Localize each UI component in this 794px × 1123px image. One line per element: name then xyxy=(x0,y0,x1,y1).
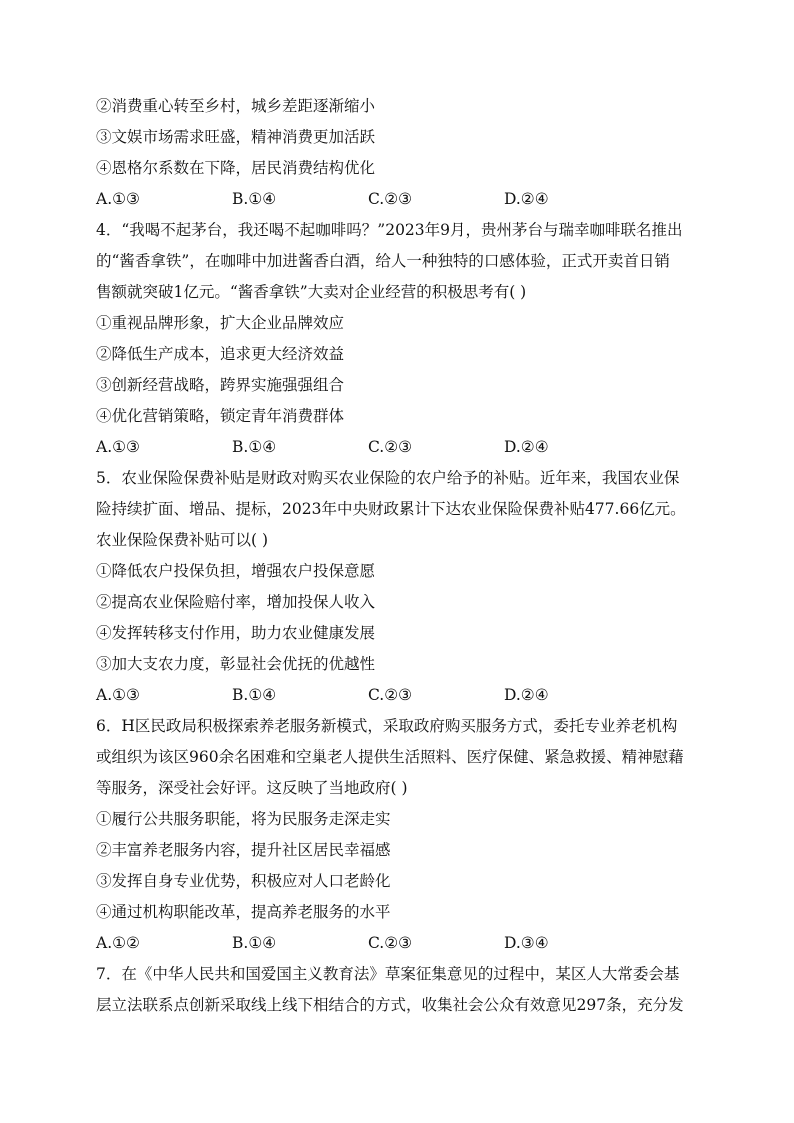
question-stem-line: 等服务，深受社会好评。这反映了当地政府( ) xyxy=(96,779,408,797)
option-a: A.①② xyxy=(96,934,140,952)
question-3-continued xyxy=(96,91,706,215)
choice-item: ②提高农业保险赔付率，增加投保人收入 xyxy=(96,593,376,611)
question-stem-line: 4．“我喝不起茅台，我还喝不起咖啡吗？”2023年9月，贵州茅台与瑞幸咖啡联名推出 xyxy=(96,221,683,239)
question-stem-line: 5．农业保险保费补贴是财政对购买农业保险的农户给予的补贴。近年来，我国农业保 xyxy=(96,469,680,487)
option-c: C.②③ xyxy=(368,438,413,456)
option-d: D.②④ xyxy=(504,438,549,456)
question-6 xyxy=(96,711,706,959)
option-c: C.②③ xyxy=(368,934,413,952)
choice-item: ④通过机构职能改革，提高养老服务的水平 xyxy=(96,903,391,921)
choice-item: ③发挥自身专业优势，积极应对人口老龄化 xyxy=(96,872,391,890)
option-a: A.①③ xyxy=(96,190,140,208)
option-d: D.③④ xyxy=(504,934,549,952)
choice-item: ②消费重心转至乡村，城乡差距逐渐缩小 xyxy=(96,97,376,115)
choice-item: ③文娱市场需求旺盛，精神消费更加活跃 xyxy=(96,128,376,146)
question-stem-line: 售额就突破1亿元。“酱香拿铁”大卖对企业经营的积极思考有( ) xyxy=(96,283,527,301)
question-4 xyxy=(96,215,706,463)
answer-options xyxy=(96,432,706,463)
answer-options xyxy=(96,184,706,215)
option-d: D.②④ xyxy=(504,190,549,208)
option-b: B.①④ xyxy=(232,686,277,704)
option-c: C.②③ xyxy=(368,190,413,208)
question-stem-line: 层立法联系点创新采取线上线下相结合的方式，收集社会公众有效意见297条，充分发 xyxy=(96,996,684,1014)
choice-item: ③加大支农力度，彰显社会优抚的优越性 xyxy=(96,655,376,673)
choice-item: ②降低生产成本，追求更大经济效益 xyxy=(96,345,345,363)
choice-item: ②丰富养老服务内容，提升社区居民幸福感 xyxy=(96,841,391,859)
question-7 xyxy=(96,959,706,1021)
option-b: B.①④ xyxy=(232,934,277,952)
question-stem-line: 7．在《中华人民共和国爱国主义教育法》草案征集意见的过程中，某区人大常委会基 xyxy=(96,965,680,983)
option-b: B.①④ xyxy=(232,190,277,208)
choice-item: ①降低农户投保负担，增强农户投保意愿 xyxy=(96,562,376,580)
option-c: C.②③ xyxy=(368,686,413,704)
answer-options xyxy=(96,680,706,711)
choice-item: ④优化营销策略，锁定青年消费群体 xyxy=(96,407,345,425)
option-a: A.①③ xyxy=(96,438,140,456)
option-b: B.①④ xyxy=(232,438,277,456)
choice-item: ④发挥转移支付作用，助力农业健康发展 xyxy=(96,624,376,642)
choice-item: ①重视品牌形象，扩大企业品牌效应 xyxy=(96,314,345,332)
option-a: A.①③ xyxy=(96,686,140,704)
option-d: D.②④ xyxy=(504,686,549,704)
question-stem-line: 险持续扩面、增品、提标，2023年中央财政累计下达农业保险保费补贴477.66亿元。 xyxy=(96,500,686,518)
question-stem-line: 或组织为该区960余名困难和空巢老人提供生活照料、医疗保健、紧急救援、精神慰藉 xyxy=(96,748,684,766)
question-5 xyxy=(96,463,706,711)
choice-item: ④恩格尔系数在下降，居民消费结构优化 xyxy=(96,159,376,177)
question-stem-line: 6．H区民政局积极探索养老服务新模式，采取政府购买服务方式，委托专业养老机构 xyxy=(96,717,678,735)
exam-page xyxy=(96,91,706,1021)
question-stem-line: 的“酱香拿铁”，在咖啡中加进酱香白酒，给人一种独特的口感体验，正式开卖首日销 xyxy=(96,252,670,270)
choice-item: ③创新经营战略，跨界实施强强组合 xyxy=(96,376,345,394)
choice-item: ①履行公共服务职能，将为民服务走深走实 xyxy=(96,810,391,828)
answer-options xyxy=(96,928,706,959)
question-stem-line: 农业保险保费补贴可以( ) xyxy=(96,531,269,549)
